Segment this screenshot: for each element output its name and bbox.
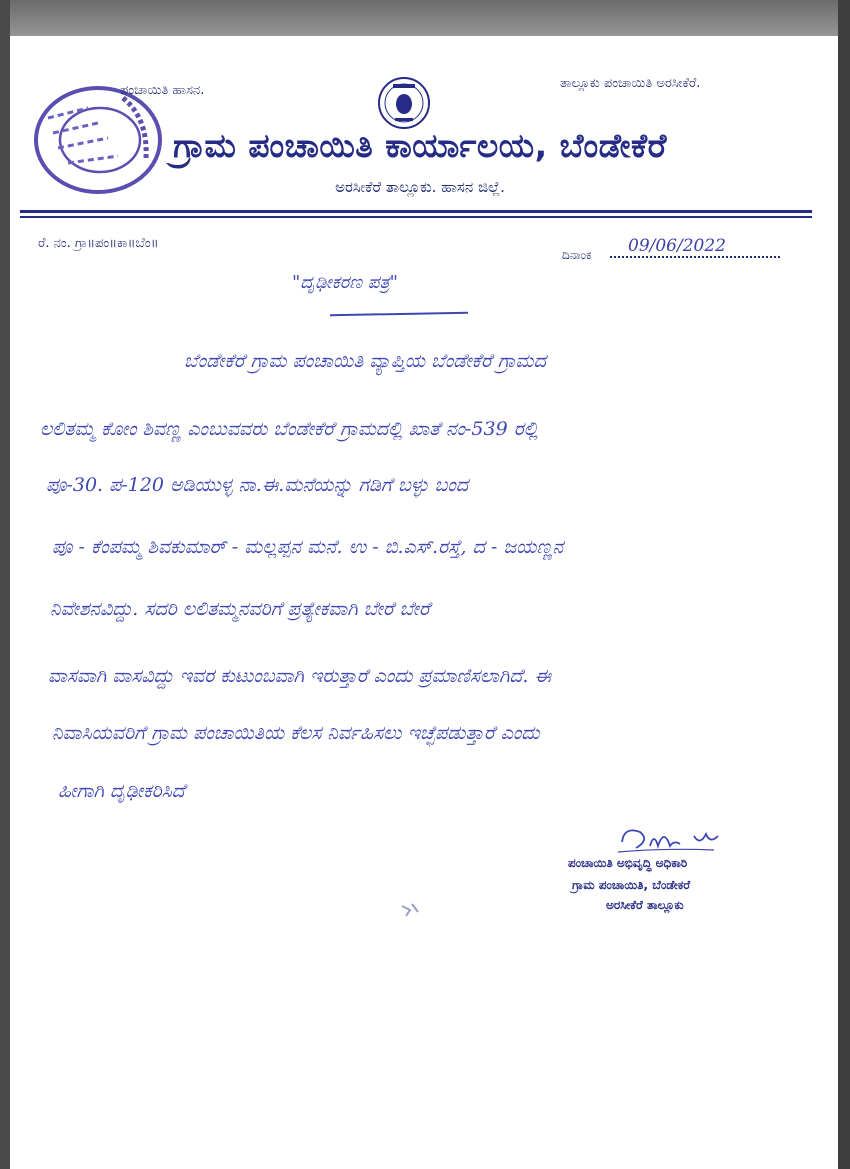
header-left-office: ಪಂಚಾಯಿತಿ ಹಾಸನ. bbox=[120, 83, 205, 98]
header-right-office: ತಾಲ್ಲೂಕು ಪಂಚಾಯಿತಿ ಅರಸೀಕೆರೆ. bbox=[560, 76, 701, 91]
body-line-5: ನಿವೇಶನವಿದ್ದು. ಸದರಿ ಲಲಿತಮ್ಮನವರಿಗೆ ಪ್ರತ್ಯೇಕವಾಗಿ ಬೇರೆ ಬೇರೆ bbox=[50, 598, 430, 620]
date-value: 09/06/2022 bbox=[628, 236, 726, 256]
letter-heading: "ದೃಢೀಕರಣ ಪತ್ರ" bbox=[292, 272, 398, 293]
body-line-8: ಹೀಗಾಗಿ ದೃಢೀಕರಿಸಿದೆ bbox=[58, 780, 185, 802]
date-dotted-line bbox=[610, 256, 780, 258]
signatory-designation: ಪಂಚಾಯಿತಿ ಅಭಿವೃದ್ಧಿ ಅಧಿಕಾರಿ bbox=[568, 856, 688, 870]
body-line-3: ಪೂ-30. ಪ-120 ಅಡಿಯುಳ್ಳ ನಾ.ಈ.ಮನೆಯನ್ನು ಗಡಿಗೆ ಬಳ್ಳು ಬಂದ bbox=[46, 474, 469, 496]
signatory-taluk: ಅರಸೀಕೆರೆ ತಾಲ್ಲೂಕು bbox=[606, 898, 684, 912]
signatory-office: ಗ್ರಾಮ ಪಂಚಾಯಿತಿ, ಬೆಂಡೇಕರೆ bbox=[572, 878, 691, 892]
body-line-7: ನಿವಾಸಿಯವರಿಗೆ ಗ್ರಾಮ ಪಂಚಾಯಿತಿಯ ಕೆಲಸ ನಿರ್ವಹಿಸಲು ಇಚ್ಛೆಪಡುತ್ತಾರೆ ಎಂದು bbox=[52, 722, 540, 744]
reference-number: ರೆ. ನಂ. ಗ್ರಾ॥ಪಂ॥ಕಾ॥ಬೆಂ॥ bbox=[38, 236, 159, 251]
body-line-6: ವಾಸವಾಗಿ ವಾಸವಿದ್ದು ಇವರ ಕುಟುಂಬವಾಗಿ ಇರುತ್ತಾರೆ ಎಂದು ಪ್ರಮಾಣಿಸಲಾಗಿದೆ. ಈ bbox=[48, 665, 551, 687]
date-label: ದಿನಾಂಕ bbox=[562, 248, 592, 262]
ink-smudge bbox=[398, 900, 422, 920]
government-emblem-icon bbox=[377, 76, 431, 130]
scan-border-right bbox=[838, 0, 850, 1169]
scan-border-top bbox=[0, 0, 850, 40]
header-rule-thin bbox=[20, 216, 812, 218]
body-line-2: ಲಲಿತಮ್ಮ ಕೋಂ ಶಿವಣ್ಣ ಎಂಬುವವರು ಬೆಂಡೇಕೆರೆ ಗ್ರಾಮದಲ್ಲಿ ಖಾತೆ ನಂ-539 ರಲ್ಲಿ bbox=[40, 418, 539, 440]
scan-border-left bbox=[0, 0, 10, 1169]
body-line-1: ಬೆಂಡೇಕೆರೆ ಗ್ರಾಮ ಪಂಚಾಯಿತಿ ವ್ಯಾಪ್ತಿಯ ಬೆಂಡೇಕೆರೆ ಗ್ರಾಮದ bbox=[184, 350, 546, 372]
body-line-4: ಪೂ - ಕೆಂಪಮ್ಮ ಶಿವಕುಮಾರ್ - ಮಲ್ಲಪ್ಪನ ಮನೆ. ಉ - ಬಿ.ಎಸ್.ರಸ್ತೆ, ದ - ಜಯಣ್ಣನ bbox=[52, 536, 564, 558]
signature-scribble bbox=[614, 822, 724, 856]
office-subtitle: ಅರಸೀಕೆರೆ ತಾಲ್ಲೂಕು. ಹಾಸನ ಜಿಲ್ಲೆ. bbox=[335, 178, 505, 196]
header-rule-thick bbox=[20, 210, 812, 213]
office-title: ಗ್ರಾಮ ಪಂಚಾಯಿತಿ ಕಾರ್ಯಾಲಯ, ಬೆಂಡೇಕೆರೆ bbox=[173, 126, 667, 165]
